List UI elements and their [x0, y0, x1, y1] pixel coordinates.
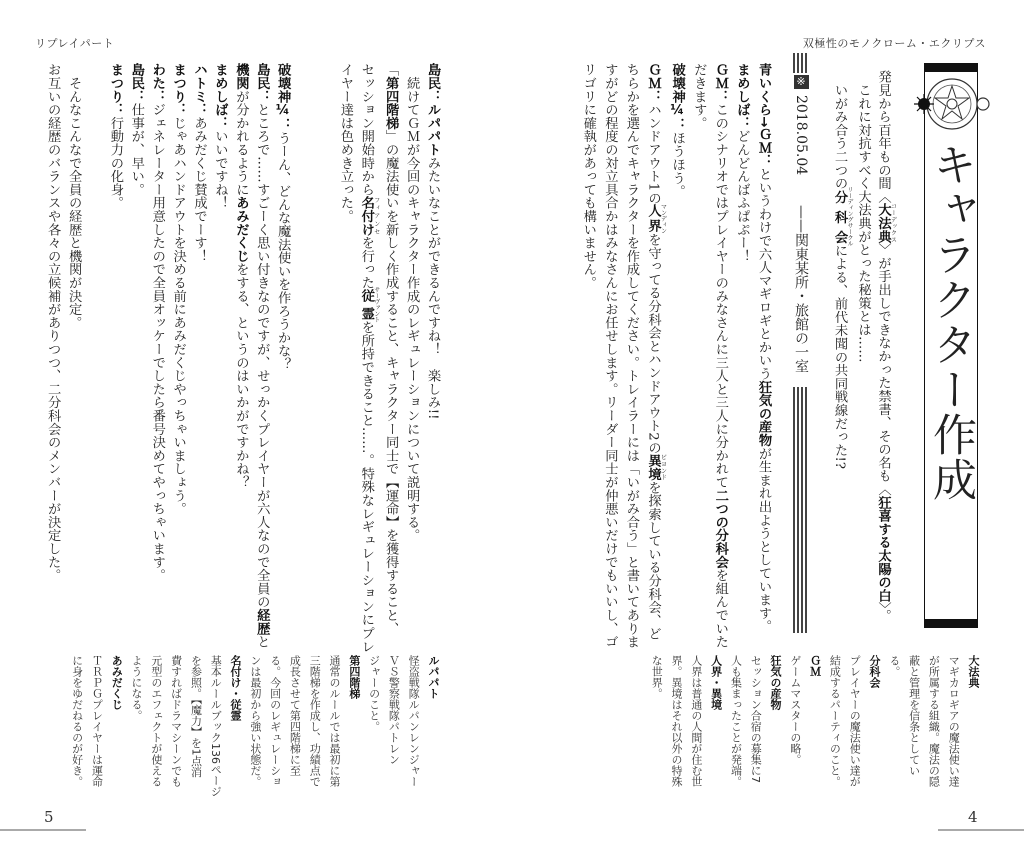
scene-stripes-bottom: [793, 387, 809, 633]
text-line: [853, 70, 873, 622]
text-line: [400, 63, 421, 653]
text-run: いいですね！: [212, 129, 228, 210]
text-run: じゃあハンドアウトを決める前にあみだくじやっちゃいましょう。: [170, 116, 186, 516]
page-number-right: 4: [968, 808, 978, 826]
text-run: を所持できること……。特殊なレギュレーションにプレ: [358, 320, 374, 653]
scene-mark: ※: [794, 75, 809, 89]
text-line: [726, 655, 746, 787]
ruby-reading: コーデックス: [889, 203, 897, 243]
scene-heading: [792, 53, 810, 633]
text-run: を行った: [358, 235, 374, 290]
emphasized-term: 破壊神¼：: [275, 63, 291, 132]
text-line: [167, 63, 188, 653]
ruby-term: [875, 203, 897, 243]
text-line: [205, 655, 225, 797]
emphasized-term: ハトミ：: [191, 63, 207, 117]
text-run: 成長させて第四階梯に至: [288, 655, 302, 776]
text-line: [186, 655, 206, 797]
text-line: [666, 63, 688, 648]
text-run: セッション開始時から: [358, 63, 374, 196]
text-line: [403, 655, 423, 797]
text-line: [620, 63, 642, 648]
ruby-term: [358, 196, 380, 236]
text-run: をする、というのはいかがですかね？: [233, 262, 249, 489]
text-line: [364, 655, 384, 797]
text-line: [752, 63, 774, 648]
text-run: リゴリに確執があっても構いません。: [580, 63, 596, 290]
emphasized-term: 分科会: [832, 186, 847, 247]
running-header-right: 双極性のモノクローム・エクリプス: [802, 37, 986, 50]
text-run: 仕事が、早い。: [128, 102, 144, 197]
emphasized-term: 狂気の産物: [756, 380, 771, 447]
text-run: 人界は普通の人間が住む世: [689, 655, 703, 787]
text-line: [125, 63, 146, 653]
text-line: [599, 63, 621, 648]
emphasized-term: 経歴: [254, 608, 270, 635]
text-line: [423, 655, 443, 797]
intro-text: [829, 70, 896, 622]
emphasized-term: 異境: [645, 454, 661, 481]
text-line: [864, 655, 884, 787]
text-line: [384, 655, 404, 797]
scene-date: 2018.05.04: [793, 95, 809, 176]
emphasized-term: 大法典: [967, 655, 980, 688]
emphasized-term: 人界・異境: [709, 655, 723, 710]
ruby-reading: ビヨンド: [659, 454, 667, 481]
text-line: [688, 63, 710, 648]
text-run: 発見から百年もの間〈: [875, 70, 891, 203]
emphasized-term: 名付け・従霊: [229, 655, 243, 721]
text-run: これに対抗すべく大法典がとった秘策とは……: [855, 70, 871, 363]
emphasized-term: ＧＭ：: [712, 63, 728, 103]
text-run: が分かれるように: [233, 89, 249, 197]
text-run: な世界。: [650, 655, 664, 699]
text-run: 怪盗戦隊ルパンレンジャー: [407, 655, 421, 787]
emphasized-term: 青いくら→ＧＭ：: [756, 63, 771, 168]
left-page-glossary: [67, 655, 443, 797]
text-run: る。今回のレギュレーショ: [268, 655, 282, 787]
text-line: [62, 63, 83, 653]
text-line: [344, 655, 364, 797]
ruby-reading: フィアンセ: [372, 196, 380, 236]
emphasized-term: あみだくじ: [233, 196, 249, 263]
ruby-reading: リーディングサークル: [846, 186, 853, 247]
emphasized-term: 大法典: [875, 203, 891, 243]
text-run: ハンドアウト1の: [645, 102, 661, 205]
text-line: [829, 70, 853, 622]
text-run: イヤー達は色めき立った。: [337, 63, 353, 223]
text-line: [706, 655, 726, 787]
ruby-term: [645, 454, 667, 481]
ruby-reading: マンディン: [659, 203, 667, 234]
text-run: 」の魔法使いを新しく作成すること、キャラクター同士で【運命】を獲得すること、: [383, 129, 399, 635]
text-line: [304, 655, 324, 797]
text-run: ゲームマスターの略。: [788, 655, 802, 765]
text-run: お互いの経歴のバランスや各々の立候補がありつつ、二分科会のメンバーが決定した。: [45, 63, 61, 582]
emphasized-term: 名付け: [358, 196, 374, 236]
emphasized-term: 狂気の産物: [769, 655, 783, 710]
text-line: [229, 63, 250, 653]
text-run: と: [254, 634, 270, 649]
text-line: [313, 63, 334, 653]
text-run: 三階梯を作成し、功績点で: [308, 655, 322, 787]
text-line: [83, 63, 104, 653]
text-run: というわけで六人マギロギとかいう: [756, 167, 771, 381]
text-run: だきます。: [691, 63, 707, 130]
text-run: セッション合宿の募集に7: [749, 655, 763, 783]
text-run: による、前代未聞の共同戦線だった!?: [832, 243, 847, 469]
text-line: [126, 655, 146, 797]
emphasized-term: ＧＭ: [808, 655, 822, 677]
ruby-term: [358, 286, 380, 323]
text-run: ジャーのこと。: [367, 655, 381, 732]
text-run: ＶＳ警察戦隊パトレン: [387, 655, 401, 765]
text-line: [334, 63, 355, 653]
text-line: [188, 63, 209, 653]
text-run: ところで……すごーく思い付きなのですが、せっかくプレイヤーが六人なので全員の: [254, 102, 270, 609]
text-run: 続けてＧＭが今回のキャラクター作成のレギュレーションについて説明する。: [404, 63, 420, 542]
text-run: このシナリオではプレイヤーのみなさんに三人と三人に分かれて: [712, 102, 728, 489]
text-line: [265, 655, 285, 797]
text-run: みたいなことができるんですね！ 楽しみ!!: [425, 156, 440, 420]
page-number-left: 5: [44, 808, 54, 826]
text-line: [745, 655, 765, 787]
emphasized-term: ルパパト: [427, 655, 440, 699]
right-page-glossary: [646, 655, 983, 787]
scene-stripes-top: [793, 53, 809, 73]
emphasized-term: 破壊神¼：: [669, 63, 685, 132]
text-line: [41, 63, 62, 653]
text-line: [873, 70, 897, 622]
text-line: [577, 63, 599, 648]
text-run: 蔽と管理を信条としてい: [907, 655, 921, 776]
text-run: 元型のエフェクトが使える: [149, 655, 163, 787]
text-run: いがみ合う二つの: [832, 70, 847, 190]
text-run: を参照。【魔力】を1点消: [189, 655, 203, 778]
text-run: が生まれ出ようとしています。: [756, 446, 771, 633]
text-line: [825, 655, 845, 787]
text-run: 「: [383, 63, 399, 77]
emphasized-term: 第四階梯: [383, 76, 399, 130]
text-run: ちらかを選んでキャラクターを作成してください。トレイラーには「いがみ合う」と書いてありま: [623, 63, 639, 649]
ruby-term: [832, 186, 853, 247]
text-run: 基本ルールブック136ページ: [209, 655, 223, 797]
text-run: に身をゆだねるのが好き。: [70, 655, 84, 787]
scene-place: ——関東某所・旅館の一室: [793, 205, 809, 374]
text-run: を探索している分科会、ど: [645, 480, 661, 641]
text-line: [765, 655, 785, 787]
emphasized-term: 二つの分科会: [712, 488, 728, 569]
text-line: [104, 63, 125, 653]
text-run: ほうほう。: [669, 131, 685, 198]
emphasized-term: ＧＭ：: [645, 63, 661, 103]
text-line: [106, 655, 126, 797]
text-run: そんなこんなで全員の経歴と機関が決定。: [66, 63, 82, 329]
text-run: 結成するパーティのこと。: [828, 655, 842, 787]
text-run: る。: [887, 655, 901, 677]
text-line: [731, 63, 753, 648]
emphasized-term: 島民：ルパパト: [425, 63, 440, 157]
text-line: [146, 63, 167, 653]
emphasized-term: まめしば：: [734, 63, 750, 130]
ruby-term: [645, 203, 667, 234]
text-line: [785, 655, 805, 787]
text-line: [209, 63, 230, 653]
title-bar-top: [925, 64, 977, 72]
text-run: どんどんばふぱぷー！: [734, 129, 750, 263]
text-line: [285, 655, 305, 797]
text-run: プレイヤーの魔法使い達が: [848, 655, 862, 787]
text-line: [642, 63, 666, 648]
text-line: [884, 655, 904, 787]
text-run: 〉。: [875, 602, 891, 622]
text-run: あみだくじ賛成でーす！: [191, 116, 207, 263]
text-line: [271, 63, 292, 653]
text-run: を組んでいた: [712, 568, 728, 649]
text-line: [225, 655, 245, 797]
text-line: [924, 655, 944, 787]
right-page-body: [577, 63, 774, 648]
text-run: 界。異境はそれ以外の特殊: [670, 655, 684, 787]
emphasized-term: 人界: [645, 203, 661, 234]
text-line: [87, 655, 107, 797]
emphasized-term: 第四階梯: [347, 655, 361, 699]
chapter-title-box: [924, 63, 978, 628]
text-line: [166, 655, 186, 797]
text-line: [666, 655, 686, 787]
page-rule-right: [938, 829, 1024, 831]
emphasized-term: 島民：: [254, 63, 270, 103]
emphasized-term: 島民：: [128, 63, 144, 103]
text-run: を守ってる分科会とハンドアウト2の: [645, 232, 661, 455]
emphasized-term: まつり：: [107, 63, 123, 117]
emphasized-term: あみだくじ: [110, 655, 124, 710]
magic-circle-emblem-icon: [911, 74, 993, 134]
text-line: [421, 63, 442, 653]
text-line: [646, 655, 666, 787]
text-line: [146, 655, 166, 797]
text-run: 人も集まったことが発端。: [729, 655, 743, 787]
text-run: が所属する組織。魔法の隠: [927, 655, 941, 787]
emphasized-term: 分科会: [868, 655, 882, 688]
text-line: [904, 655, 924, 787]
title-bar-bottom: [925, 619, 977, 627]
emphasized-term: 従霊: [358, 286, 374, 323]
text-line: [67, 655, 87, 797]
text-line: [379, 63, 400, 653]
page-rule-left: [0, 829, 86, 831]
emphasized-term: 機関: [233, 63, 249, 90]
text-run: すがどの程度の対立具合かはみなさんにお任せします。リーダー同士が仲悪いだけでもいいし、ゴ: [602, 63, 618, 649]
emphasized-term: まつり：: [170, 63, 186, 117]
emphasized-term: 狂喜する太陽の白: [875, 495, 891, 603]
text-run: ＴＲＰＧプレイヤーは運命: [90, 655, 104, 787]
text-line: [324, 655, 344, 797]
emphasized-term: わた：: [149, 63, 165, 103]
running-header-left: リプレイパート: [35, 37, 115, 50]
emphasized-term: まめしば：: [212, 63, 228, 130]
text-run: 行動力の化身。: [107, 116, 123, 210]
text-line: [709, 63, 731, 648]
text-run: うーん、どんな魔法使いを作ろうかな？: [275, 131, 291, 371]
text-line: [963, 655, 983, 787]
ruby-reading: サーヴァント: [372, 286, 380, 323]
text-line: [245, 655, 265, 797]
left-page-body: [41, 63, 442, 653]
chapter-title: キャラクター作成: [925, 142, 976, 502]
text-line: [943, 655, 963, 787]
text-line: [686, 655, 706, 787]
text-run: 費すればドラマシーンでも: [169, 655, 183, 787]
text-line: [355, 63, 379, 653]
text-line: [250, 63, 271, 653]
text-run: ジェネレーター用意したので全員オッケーでしたら番号決めてやっちゃいます。: [149, 102, 165, 582]
text-line: [292, 63, 313, 653]
text-run: 〉が手出しできなかった禁書、その名も〈: [875, 242, 891, 496]
text-run: ンは最初から強い状態だ。: [248, 655, 262, 787]
text-run: 通常のルールでは最初に第: [328, 655, 342, 787]
text-line: [844, 655, 864, 787]
text-run: ようになる。: [130, 655, 144, 721]
text-line: [805, 655, 825, 787]
text-run: マギカロギアの魔法使い達: [947, 655, 961, 787]
